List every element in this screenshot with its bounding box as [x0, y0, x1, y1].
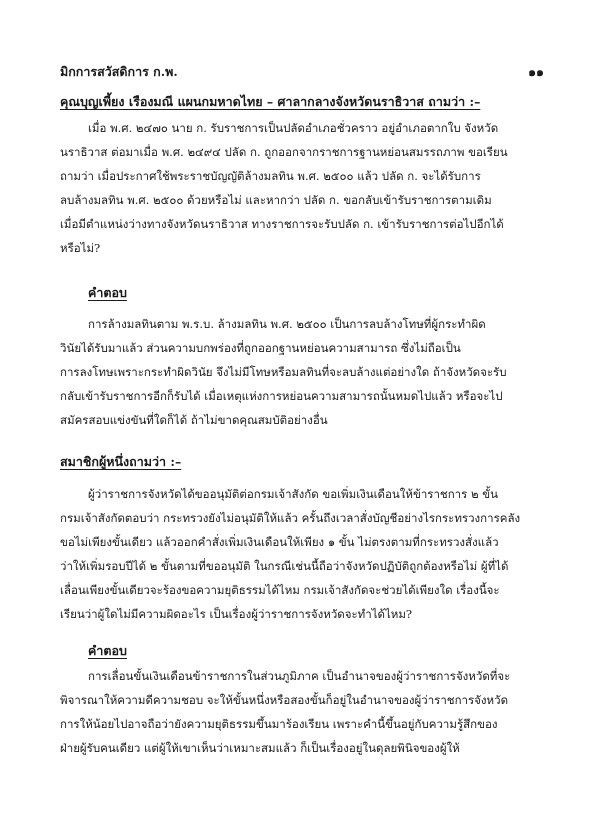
- question-2-heading: [60, 452, 181, 472]
- text-line: เรียนว่าผู้ใดไม่มีความผิดอะไร เป็นเรื่องผู้ว่าราชการจังหวัดจะทำได้ไหม?: [60, 607, 413, 621]
- text-line: ถามว่า เมื่อประกาศใช้พระราชบัญญัติล้างมลทิน พ.ศ. ๒๕๐๐ แล้ว ปลัด ก. จะได้รับการ: [60, 169, 481, 183]
- text-line: การให้น้อยไปอาจถือว่ายังความยุติธรรมขึ้นมาร้องเรียน เพราะคำนี้ขึ้นอยู่กับความรู้สึกของ: [60, 717, 498, 731]
- text-line: เมื่อมีตำแหน่งว่างทางจังหวัดนราธิวาส ทางราชการจะรับปลัด ก. เข้ารับราชการต่อไปอีกได้: [60, 217, 504, 231]
- text-line: การลงโทษเพราะกระทำผิดวินัย จึงไม่มีโทษหรือมลทินที่จะลบล้างแต่อย่างใด ถ้าจังหวัดจะรับ: [60, 365, 507, 379]
- text-line: เมื่อ พ.ศ. ๒๔๗๐ นาย ก. รับราชการเป็นปลัดอำเภอชั่วคราว อยู่อำเภอตากใบ จังหวัด: [88, 121, 499, 135]
- text-line: การเลื่อนขั้นเงินเดือนข้าราชการในส่วนภูมิภาค เป็นอำนาจของผู้ว่าราชการจังหวัดที่จะ: [88, 669, 511, 683]
- text-line: เลื่อนเพียงขั้นเดียวจะร้องขอความยุติธรรมได้ไหม กรมเจ้าสังกัดจะช่วยได้เพียงใด เรื่องนี้จะ: [60, 583, 500, 597]
- text-line: หรือไม่?: [60, 241, 101, 255]
- question-2-body: [60, 482, 546, 626]
- question-1-heading-text: คุณบุญเพี้ยง เรืองมณี แผนกมหาดไทย – ศาลากลางจังหวัดนราธิวาส ถามว่า :–: [60, 94, 481, 109]
- text-line: นราธิวาส ต่อมาเมื่อ พ.ศ. ๒๔๙๔ ปลัด ก. ถูกออกจากราชการฐานหย่อนสมรรถภาพ ขอเรียน: [60, 145, 508, 159]
- answer-1-body: [60, 312, 546, 432]
- page-number: ๑๑: [528, 64, 544, 79]
- text-line: กลับเข้ารับราชการอีกก็รับได้ เมื่อเหตุแห่งการหย่อนความสามารถนั้นหมดไปแล้ว หรือจะไป: [60, 389, 503, 403]
- answer-1-label: คำตอบ: [88, 285, 127, 300]
- text-line: สมัครสอบแข่งขันที่ใดก็ได้ ถ้าไม่ขาดคุณสมบัติอย่างอื่น: [60, 413, 328, 427]
- text-line: ลบล้างมลทิน พ.ศ. ๒๕๐๐ ด้วยหรือไม่ และหากว่า ปลัด ก. ขอกลับเข้ารับราชการตามเดิม: [60, 193, 492, 207]
- text-line: วินัยได้รับมาแล้ว ส่วนความบกพร่องที่ถูกออกฐานหย่อนความสามารถ ซึ่งไม่ถือเป็น: [60, 341, 461, 355]
- text-line: พิจารณาให้ความดีความชอบ จะให้ขั้นหนึ่งหรือสองขั้นก็อยู่ในอำนาจของผู้ว่าราชการจังหวัด: [60, 693, 509, 707]
- text-line: การล้างมลทินตาม พ.ร.บ. ล้างมลทิน พ.ศ. ๒๕๐๐ เป็นการลบล้างโทษที่ผู้กระทำผิด: [88, 317, 486, 331]
- text-line: ว่าให้เพิ่มรอบปีได้ ๒ ขั้นตามที่ขออนุมัติ ในกรณีเช่นนี้ถือว่าจังหวัดปฏิบัติถูกต้องหรือไม่ ผู้ที่ได้: [60, 559, 509, 573]
- text-line: ผู้ว่าราชการจังหวัดได้ขออนุมัติต่อกรมเจ้าสังกัด ขอเพิ่มเงินเดือนให้ข้าราชการ ๒ ขั้น: [88, 487, 498, 501]
- text-line: กรมเจ้าสังกัดตอบว่า กระทรวงยังไม่อนุมัติให้แล้ว ครั้นถึงเวลาสั่งบัญชีอย่างไรกระทรวงการคลัง: [60, 511, 521, 525]
- answer-2-label: คำตอบ: [88, 643, 127, 658]
- running-header: [60, 62, 544, 82]
- header-title: มิกการสวัสดิการ ก.พ.: [60, 64, 178, 79]
- text-line: ขอไม่เพียงขั้นเดียว แล้วออกคำสั่งเพิ่มเงินเดือนให้เพียง ๑ ขั้น ไม่ตรงตามที่กระทรวงสั่งแล้ว: [60, 535, 499, 549]
- question-1-heading: [60, 92, 480, 112]
- question-1-body: [60, 116, 546, 260]
- question-2-heading-text: สมาชิกผู้หนึ่งถามว่า :–: [60, 454, 182, 469]
- text-line: ฝ่ายผู้รับคนเดียว แต่ผู้ให้เขาเห็นว่าเหมาะสมแล้ว ก็เป็นเรื่องอยู่ในดุลยพินิจของผู้ให้: [60, 741, 460, 755]
- answer-2-body: [60, 664, 546, 760]
